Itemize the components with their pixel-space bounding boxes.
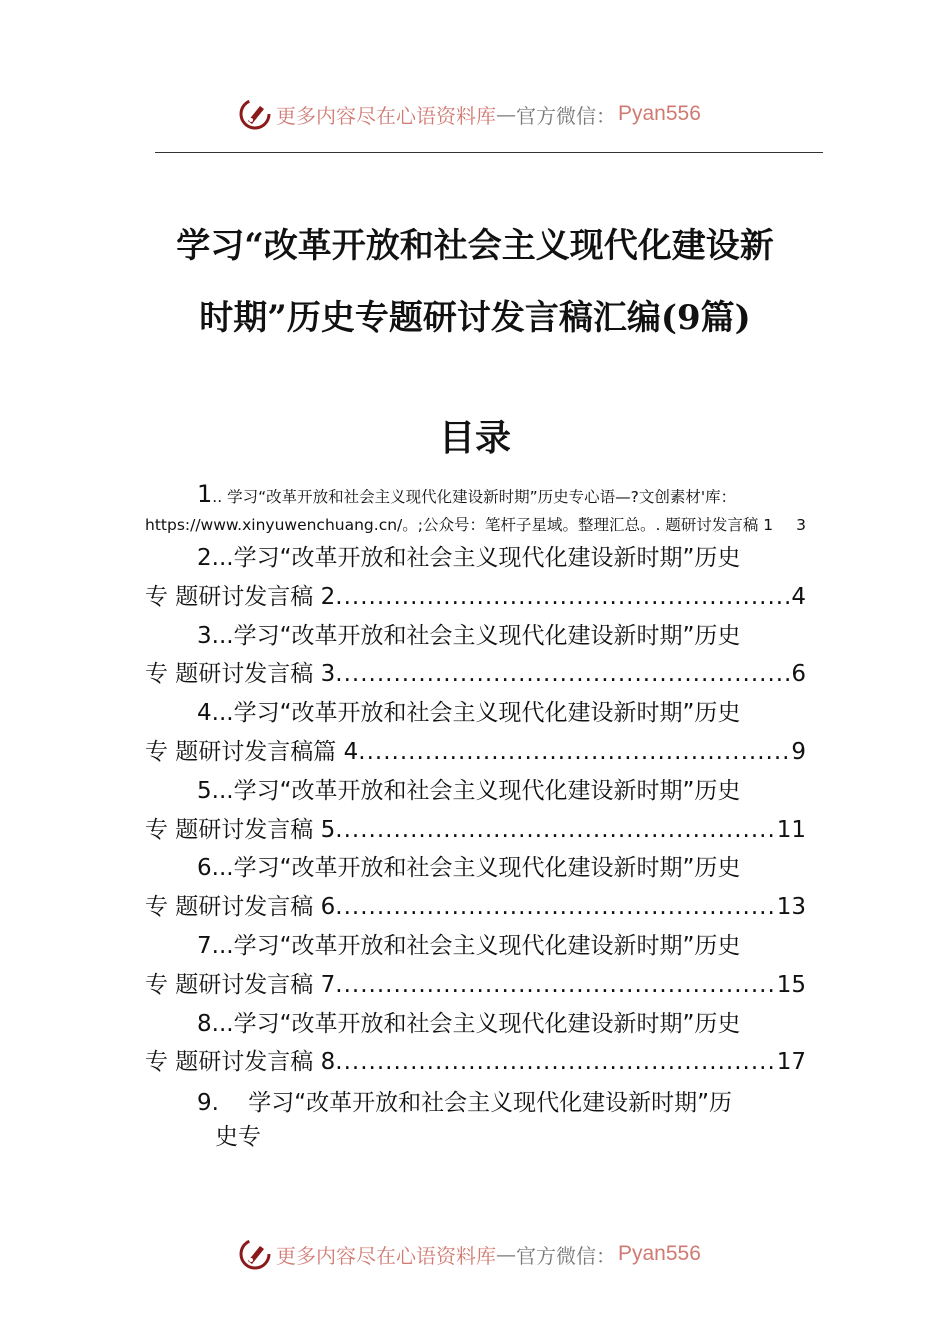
document-title-line-1: 学习“改革开放和社会主义现代化建设新 [176, 226, 774, 266]
toc-dot-leader [335, 1043, 776, 1082]
toc-entry-5[interactable] [145, 772, 806, 850]
toc-dot-leader [335, 578, 791, 617]
toc-entry-line-2: 专 题研讨发言稿篇 4 [145, 738, 359, 765]
toc-entry-line-1: 9. 学习“改革开放和社会主义现代化建设新时期”历 [197, 1090, 733, 1117]
toc-entry-line-1: 3...学习“改革开放和社会主义现代化建设新时期”历史 [197, 622, 741, 649]
toc-entry-line-2: 专 题研讨发言稿 3 [145, 661, 336, 688]
header-divider [155, 152, 823, 153]
toc-entry-line-1: 7...学习“改革开放和社会主义现代化建设新时期”历史 [197, 932, 741, 959]
toc-entry-page: 15 [776, 971, 806, 998]
watermark-wechat-label: 官方微信： [516, 1243, 616, 1268]
watermark-dash: — [496, 1242, 516, 1266]
toc-entry-line-1: 5...学习“改革开放和社会主义现代化建设新时期”历史 [197, 777, 741, 804]
toc-entry-4[interactable] [145, 694, 806, 772]
toc-entry-3[interactable] [145, 617, 806, 695]
toc-entry-6[interactable] [145, 849, 806, 927]
footer-watermark [238, 1236, 701, 1272]
toc-entry-line-2: 专 题研讨发言稿 7 [145, 971, 336, 998]
toc-entry-page: 6 [791, 661, 806, 688]
toc-entry-leader: .. [212, 488, 223, 506]
toc-entry-1[interactable] [145, 480, 806, 539]
toc-entry-line-1: 8...学习“改革开放和社会主义现代化建设新时期”历史 [197, 1010, 741, 1037]
toc-entry-8[interactable] [145, 1005, 806, 1083]
toc-entry-page: 9 [791, 738, 806, 765]
toc-entry-line-2: 专 题研讨发言稿 8 [145, 1049, 336, 1076]
toc-entry-line-1: 2...学习“改革开放和社会主义现代化建设新时期”历史 [197, 545, 741, 571]
toc-entry-line-2: 专 题研讨发言稿 6 [145, 894, 336, 921]
watermark-dash: — [496, 102, 516, 126]
document-title [140, 210, 810, 354]
toc-entry-9[interactable] [145, 1086, 819, 1154]
toc-entry-line-1: 6...学习“改革开放和社会主义现代化建设新时期”历史 [197, 855, 741, 882]
pen-nib-logo-icon [238, 1237, 272, 1271]
toc-dot-leader [335, 888, 776, 927]
toc-entry-page: 17 [776, 1049, 806, 1076]
watermark-wechat-id: Pyan556 [618, 102, 701, 125]
toc-dot-leader [358, 733, 791, 772]
toc-entry-page: 4 [791, 583, 806, 610]
toc-entry-text: 学习“改革开放和社会主义现代化建设新时期”历史专心语—?文创素材'库：https://www.xinyuwenchuang.cn/。;公众号：笔杆子星域。整理汇总。. 题研讨发言稿 1 [145, 488, 774, 534]
pen-nib-logo-icon [238, 97, 272, 131]
toc-entry-page: 3 [796, 516, 806, 534]
toc-entry-page: 11 [776, 816, 806, 843]
toc-entry-line-2: 史专 [215, 1124, 261, 1151]
toc-entry-page: 13 [776, 894, 806, 921]
toc-entry-7[interactable] [145, 927, 806, 1005]
watermark-slogan: 更多内容尽在心语资料库 [276, 1243, 496, 1268]
toc-entry-line-2: 专 题研讨发言稿 5 [145, 816, 336, 843]
toc-entry-line-1: 4...学习“改革开放和社会主义现代化建设新时期”历史 [197, 700, 741, 727]
toc-entry-number: 1 [197, 480, 213, 508]
watermark-wechat-label: 官方微信： [516, 103, 616, 128]
toc-dot-leader [335, 655, 791, 694]
watermark-slogan: 更多内容尽在心语资料库 [276, 103, 496, 128]
toc-entry-2[interactable] [145, 539, 806, 617]
toc-dot-leader [335, 811, 776, 850]
header-watermark [238, 96, 701, 132]
watermark-wechat-id: Pyan556 [618, 1242, 701, 1265]
toc-heading: 目录 [438, 417, 511, 459]
document-title-line-2: 时期”历史专题研讨发言稿汇编(9篇) [199, 298, 751, 338]
table-of-contents [145, 480, 806, 1154]
toc-entry-line-2: 专 题研讨发言稿 2 [145, 583, 336, 610]
toc-dot-leader [335, 966, 776, 1005]
